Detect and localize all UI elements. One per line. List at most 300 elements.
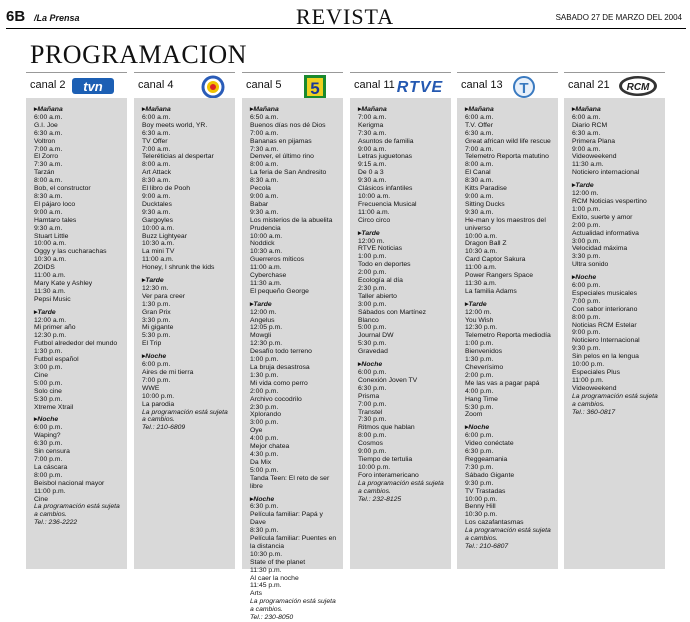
- program-title: Desafío todo terreno: [250, 348, 312, 356]
- channel-phone: Tel.: 230-8050: [250, 614, 294, 622]
- program-time: 10:30 a.m.: [250, 248, 283, 256]
- program-title: RCM Noticias vespertino: [572, 197, 647, 205]
- channel-column: [350, 72, 451, 569]
- program-title: Xplorando: [250, 411, 281, 419]
- program-title: Especiales musicales: [572, 289, 637, 297]
- program-time: 2:30 p.m.: [250, 403, 279, 411]
- time-block-heading: ▸ Mañana: [465, 106, 554, 114]
- program-title: Kerigma: [358, 121, 384, 129]
- channel-name: canal 21: [568, 79, 610, 91]
- svg-text:tvn: tvn: [83, 79, 103, 94]
- program-title: El Trip: [142, 340, 162, 348]
- program-title: State of the planet: [250, 558, 306, 566]
- program-time: 9:00 p.m.: [572, 329, 601, 337]
- program-title: Cheverísimo: [465, 364, 504, 371]
- program-title: Zoom: [465, 411, 483, 419]
- program-title: Mary Kate y Ashley: [34, 279, 93, 287]
- program-time: 4:00 p.m.: [250, 435, 279, 443]
- schedule-list: [134, 98, 235, 569]
- program-title: Bienvenidos: [465, 348, 503, 356]
- program-time: 9:00 a.m.: [34, 208, 63, 216]
- program-time: 7:00 a.m.: [142, 145, 171, 153]
- program-title: Card Captor Sakura: [465, 256, 526, 264]
- program-time: 7:30 a.m.: [250, 145, 279, 153]
- program-time: 9:30 a.m.: [34, 224, 63, 232]
- program-time: 11:00 a.m.: [250, 264, 282, 272]
- program-title: G.I. Joe: [34, 121, 58, 129]
- program-title: Buzz Lightyear: [142, 232, 187, 240]
- program-title: Solo cine: [34, 387, 62, 395]
- program-title: Bob, el constructor: [34, 185, 91, 193]
- program-time: 8:30 a.m.: [142, 177, 171, 185]
- program-title: T.V. Offer: [465, 121, 493, 129]
- program-title: Pecola: [250, 185, 271, 193]
- svg-text:RTVE: RTVE: [396, 79, 444, 96]
- schedule-note: La programación está sujeta a cambios.: [142, 408, 228, 424]
- time-block-heading: ▸ Noche: [572, 274, 661, 282]
- time-block-heading: ▸ Tarde: [465, 301, 554, 309]
- program-time: 1:00 p.m.: [358, 253, 387, 261]
- program-time: 9:00 a.m.: [358, 145, 387, 153]
- program-time: 5:00 p.m.: [34, 379, 63, 387]
- schedule-list: [26, 98, 127, 569]
- program-title: Beisbol nacional mayor: [34, 479, 105, 487]
- program-title: Angelus: [250, 316, 275, 324]
- program-title: Archivo cocodrilo: [250, 395, 302, 403]
- schedule-note: La programación está sujeta a cambios.: [34, 503, 120, 519]
- program-title: Denver, el último rino: [250, 153, 314, 161]
- program-title: Stuart Little: [34, 232, 69, 240]
- channel-column: [564, 72, 665, 569]
- program-title: Ver para creer: [142, 292, 186, 300]
- program-time: 9:00 a.m.: [142, 192, 171, 200]
- program-title: Exito, suerte y amor: [572, 213, 633, 221]
- program-time: 8:00 a.m.: [34, 177, 63, 185]
- program-title: Circo circo: [358, 216, 391, 224]
- program-time: 1:00 p.m.: [572, 205, 601, 213]
- program-time: 10:00 a.m.: [34, 240, 67, 248]
- program-time: 5:30 p.m.: [358, 340, 387, 348]
- program-time: 9:00 a.m.: [572, 145, 601, 153]
- program-title: ZOIDS: [34, 264, 55, 272]
- program-title: Telemetro Reporta mediodía: [465, 332, 551, 340]
- program-time: 5:30 p.m.: [465, 403, 494, 411]
- program-title: Cosmos: [358, 440, 383, 448]
- program-title: WWE: [142, 384, 160, 392]
- program-time: 8:30 a.m.: [465, 177, 494, 185]
- program-title: Pepsi Music: [34, 295, 71, 303]
- program-title: Sitting Ducks: [465, 200, 505, 208]
- program-time: 6:00 a.m.: [34, 113, 63, 121]
- program-title: Videoweekend: [572, 384, 617, 392]
- program-time: 6:30 p.m.: [358, 384, 387, 392]
- program-time: 11:30 a.m.: [250, 279, 282, 287]
- program-title: Honey, I shrunk the kids: [142, 264, 215, 272]
- channel-column: [134, 72, 235, 569]
- program-time: 2:00 p.m.: [358, 269, 387, 277]
- program-title: Conexión Joven TV: [358, 376, 418, 384]
- program-title: Sin pelos en la lengua: [572, 353, 639, 361]
- channel-phone: Tel.: 360-0817: [572, 408, 616, 416]
- program-time: 3:00 p.m.: [250, 419, 279, 427]
- program-title: Diario RCM: [572, 121, 608, 129]
- newspaper-name: /La Prensa: [34, 13, 80, 23]
- program-title: Tiempo de tertulia: [358, 455, 413, 463]
- program-time: 7:00 p.m.: [34, 455, 63, 463]
- program-title: Teleréticias al despertar: [142, 153, 214, 161]
- program-time: 5:00 p.m.: [358, 324, 387, 332]
- program-time: 8:00 a.m.: [142, 161, 171, 169]
- channel-header: [134, 72, 235, 99]
- program-title: Xtreme Xtrail: [34, 403, 74, 411]
- program-time: 12:00 m.: [465, 308, 492, 316]
- program-time: 9:30 a.m.: [358, 177, 387, 185]
- channel-phone: Tel.: 210-6807: [465, 542, 509, 550]
- program-time: 8:00 a.m.: [465, 161, 494, 169]
- program-time: 11:30 a.m.: [34, 287, 66, 295]
- program-title: Oye: [250, 427, 263, 435]
- program-time: 7:30 a.m.: [358, 129, 387, 137]
- program-time: 3:30 p.m.: [142, 316, 171, 324]
- program-time: 11:00 p.m.: [572, 376, 604, 384]
- program-title: La bruja desastrosa: [250, 364, 310, 371]
- program-time: 12:05 p.m.: [250, 324, 283, 332]
- program-time: 10:30 a.m.: [465, 248, 498, 256]
- program-title: Ultra sonido: [572, 261, 609, 269]
- program-time: 3:00 p.m.: [572, 237, 601, 245]
- program-title: Actualidad informativa: [572, 229, 639, 237]
- program-title: Letras juguetonas: [358, 153, 413, 161]
- svg-text:5: 5: [310, 79, 320, 98]
- program-title: El Canal: [465, 169, 491, 177]
- program-time: 5:00 p.m.: [250, 466, 279, 474]
- program-time: 11:30 a.m.: [572, 161, 604, 169]
- program-time: 9:30 p.m.: [572, 345, 601, 353]
- program-title: La familia Adams: [465, 287, 517, 295]
- program-title: Power Rangers Space: [465, 272, 534, 280]
- program-title: Benny Hill: [465, 503, 496, 511]
- program-time: 8:30 p.m.: [250, 527, 279, 535]
- program-time: 1:30 p.m.: [34, 348, 63, 356]
- program-time: 8:30 a.m.: [34, 192, 63, 200]
- program-time: 8:30 a.m.: [250, 177, 279, 185]
- program-title: Frecuencia Musical: [358, 200, 417, 208]
- program-time: 10:30 a.m.: [34, 256, 67, 264]
- program-title: Sábados con Martínez Blanco: [358, 308, 427, 324]
- program-time: 6:30 p.m.: [465, 448, 494, 456]
- schedule-list: [350, 98, 451, 569]
- program-title: You Wish: [465, 316, 494, 324]
- program-time: 6:50 a.m.: [250, 113, 279, 121]
- program-time: 6:00 p.m.: [465, 432, 494, 440]
- channel-column: [242, 72, 343, 622]
- program-time: 3:30 p.m.: [572, 253, 601, 261]
- program-title: Asuntos de familia: [358, 137, 414, 145]
- program-time: 9:15 a.m.: [358, 161, 387, 169]
- schedule-list: [564, 98, 665, 569]
- program-time: 6:30 a.m.: [142, 129, 171, 137]
- program-time: 10:30 p.m.: [465, 511, 498, 519]
- program-title: Primera Plana: [572, 137, 616, 145]
- program-time: 9:00 p.m.: [358, 448, 387, 456]
- program-title: TV Trastadas: [465, 487, 506, 495]
- program-time: 11:00 a.m.: [358, 208, 390, 216]
- program-time: 11:30 a.m.: [465, 279, 497, 287]
- program-title: Foro interamericano: [358, 471, 419, 479]
- program-time: 1:00 p.m.: [250, 356, 279, 364]
- program-title: Buenos días nos dé Dios: [250, 121, 326, 129]
- program-title: El Zorro: [34, 153, 59, 161]
- program-time: 12:00 m.: [250, 308, 277, 316]
- program-title: He-man y los maestros del universo: [465, 216, 546, 232]
- schedule-note: La programación está sujeta a cambios.: [358, 479, 444, 495]
- program-time: 10:30 a.m.: [142, 240, 175, 248]
- page-title: PROGRAMACION: [30, 40, 247, 69]
- program-time: 6:00 p.m.: [34, 424, 63, 432]
- program-title: RTVE Noticias: [358, 245, 403, 253]
- channel-header: [564, 72, 665, 99]
- program-time: 8:00 p.m.: [358, 432, 387, 440]
- time-block-heading: ▸ Mañana: [572, 106, 661, 114]
- program-time: 6:30 p.m.: [250, 503, 279, 511]
- program-time: 4:00 p.m.: [465, 387, 494, 395]
- program-title: La parodia: [142, 400, 175, 408]
- program-time: 6:30 a.m.: [34, 129, 63, 137]
- program-time: 9:30 a.m.: [465, 208, 494, 216]
- program-time: 10:00 a.m.: [358, 192, 391, 200]
- time-block-heading: ▸ Noche: [34, 416, 123, 424]
- program-time: 10:00 p.m.: [142, 392, 175, 400]
- program-title: Cyberchase: [250, 272, 287, 280]
- program-title: Cine: [34, 495, 48, 503]
- program-title: Arts: [250, 590, 263, 598]
- schedule-note: La programación está sujeta a cambios.: [572, 392, 658, 408]
- program-title: Prisma: [358, 392, 380, 400]
- program-time: 3:00 p.m.: [34, 364, 63, 371]
- program-time: 1:30 p.m.: [250, 371, 279, 379]
- program-time: 10:00 a.m.: [465, 232, 498, 240]
- program-time: 7:30 p.m.: [358, 416, 387, 424]
- schedule-note: La programación está sujeta a cambios.: [465, 527, 551, 543]
- program-time: 11:30 p.m.: [250, 566, 282, 574]
- program-time: 12:00 m.: [572, 190, 599, 198]
- program-title: Mejor chatea: [250, 443, 290, 451]
- program-title: Ecología al día: [358, 277, 403, 285]
- program-title: Noticiero Internacional: [572, 337, 640, 345]
- channel-name: canal 11: [354, 79, 395, 91]
- program-title: Noticias RCM Estelar: [572, 321, 637, 329]
- channel-header: [26, 72, 127, 99]
- time-block-heading: ▸ Mañana: [142, 106, 231, 114]
- time-block-heading: ▸ Tarde: [34, 309, 123, 317]
- program-title: Especiales Plus: [572, 369, 620, 376]
- program-time: 9:30 a.m.: [142, 208, 171, 216]
- program-time: 6:30 a.m.: [465, 129, 494, 137]
- program-title: TV Offer: [142, 137, 168, 145]
- program-time: 1:00 p.m.: [465, 340, 494, 348]
- time-block-heading: ▸ Tarde: [358, 230, 447, 238]
- program-time: 10:30 p.m.: [250, 550, 283, 558]
- program-title: Mi gigante: [142, 324, 174, 332]
- channel-column: [457, 72, 558, 569]
- program-title: Transtel: [358, 408, 383, 416]
- program-time: 1:30 p.m.: [465, 356, 494, 364]
- time-block-heading: ▸ Tarde: [250, 301, 339, 309]
- program-time: 10:00 p.m.: [572, 361, 605, 369]
- program-time: 7:00 p.m.: [142, 376, 171, 384]
- program-time: 10:00 a.m.: [142, 224, 175, 232]
- program-title: Guerreros míticos: [250, 256, 305, 264]
- issue-date: SABADO 27 DE MARZO DEL 2004: [555, 13, 682, 22]
- schedule-list: [242, 98, 343, 622]
- program-title: Dragon Ball Z: [465, 240, 507, 248]
- schedule-note: La programación está sujeta a cambios.: [250, 598, 336, 614]
- program-time: 8:00 p.m.: [34, 471, 63, 479]
- program-title: Mowgli: [250, 332, 272, 340]
- program-title: Ducktales: [142, 200, 172, 208]
- time-block-heading: ▸ Noche: [465, 424, 554, 432]
- program-title: Cine: [34, 371, 48, 379]
- program-time: 9:30 a.m.: [250, 208, 279, 216]
- program-time: 6:00 p.m.: [142, 361, 171, 369]
- program-time: 8:00 a.m.: [250, 161, 279, 169]
- program-time: 4:30 p.m.: [250, 450, 279, 458]
- time-block-heading: ▸ Mañana: [250, 106, 339, 114]
- program-time: 6:00 a.m.: [572, 113, 601, 121]
- time-block-heading: ▸ Noche: [142, 353, 231, 361]
- svg-text:T: T: [519, 80, 529, 97]
- program-title: Los cazafantasmas: [465, 519, 524, 527]
- section-title: REVISTA: [296, 4, 395, 29]
- program-title: Oggy y las cucharachas: [34, 248, 107, 256]
- program-title: Reggeamania: [465, 455, 508, 463]
- program-time: 12:30 p.m.: [250, 340, 283, 348]
- program-time: 10:00 p.m.: [465, 495, 498, 503]
- program-time: 9:30 p.m.: [465, 479, 494, 487]
- program-time: 11:45 p.m.: [250, 582, 282, 590]
- program-title: Sábado Gigante: [465, 471, 515, 479]
- program-title: Hamtaro tales: [34, 216, 77, 224]
- program-time: 9:00 a.m.: [250, 192, 279, 200]
- program-time: 7:00 a.m.: [358, 113, 387, 121]
- program-time: 9:00 a.m.: [465, 192, 494, 200]
- program-title: De 0 a 3: [358, 169, 384, 177]
- time-block-heading: ▸ Noche: [358, 361, 447, 369]
- program-time: 6:30 a.m.: [572, 129, 601, 137]
- program-title: Película familiar: Puentes en la distancia: [250, 535, 337, 550]
- program-time: 6:00 a.m.: [465, 113, 494, 121]
- program-time: 2:00 p.m.: [572, 221, 601, 229]
- program-title: Ritmos que hablan: [358, 424, 415, 432]
- program-title: El libro de Pooh: [142, 185, 190, 193]
- channel-name: canal 5: [246, 79, 282, 91]
- program-title: El pequeño George: [250, 287, 309, 295]
- time-block-heading: ▸ Mañana: [34, 106, 123, 114]
- program-title: Futbol español: [34, 356, 79, 364]
- svg-text:RCM: RCM: [626, 82, 650, 93]
- program-title: Video conéctate: [465, 440, 514, 448]
- program-time: 12:00 m.: [358, 237, 385, 245]
- program-title: Tarzán: [34, 169, 55, 177]
- program-title: La feria de San Andresito: [250, 169, 327, 177]
- program-title: Me las vas a pagar papá: [465, 379, 540, 387]
- program-title: La cáscara: [34, 463, 68, 471]
- program-title: Todo en deportes: [358, 261, 411, 269]
- channel-phone: Tel.: 232-8125: [358, 495, 402, 503]
- program-time: 12:00 a.m.: [34, 316, 67, 324]
- program-time: 3:00 p.m.: [358, 300, 387, 308]
- program-time: 5:30 p.m.: [34, 395, 63, 403]
- program-title: Velocidad máxima: [572, 245, 628, 253]
- program-title: Babar: [250, 200, 269, 208]
- program-title: Gargoyles: [142, 216, 173, 224]
- program-title: Videoweekend: [572, 153, 617, 161]
- program-title: Noticiero internacional: [572, 169, 640, 177]
- program-title: Da Mix: [250, 458, 272, 466]
- program-time: 7:00 a.m.: [465, 145, 494, 153]
- program-time: 7:30 a.m.: [34, 161, 63, 169]
- program-time: 6:00 p.m.: [358, 369, 387, 376]
- program-time: 6:00 a.m.: [142, 113, 171, 121]
- page-header: [6, 6, 686, 29]
- program-title: Journal DW: [358, 332, 394, 340]
- program-time: 12:30 p.m.: [465, 324, 498, 332]
- program-title: La mini TV: [142, 248, 175, 256]
- channel-name: canal 2: [30, 79, 66, 91]
- program-title: Sin censura: [34, 448, 70, 456]
- program-time: 12:30 m.: [142, 284, 169, 292]
- program-title: Los misterios de la abuelita Prudencia: [250, 216, 333, 232]
- program-title: Película familiar: Papá y Dave: [250, 511, 323, 527]
- time-block-heading: ▸ Tarde: [142, 277, 231, 285]
- program-title: Al caer la noche: [250, 574, 299, 582]
- program-time: 7:00 p.m.: [358, 400, 387, 408]
- channel-column: [26, 72, 127, 569]
- page-number: 6B: [6, 8, 26, 25]
- program-time: 7:00 a.m.: [34, 145, 63, 153]
- program-title: Taller abierto: [358, 292, 397, 300]
- program-time: 11:00 a.m.: [34, 272, 66, 280]
- time-block-heading: ▸ Mañana: [358, 106, 447, 114]
- channel-name: canal 4: [138, 79, 174, 91]
- program-title: Futbol alrededor del mundo: [34, 340, 118, 348]
- program-time: 7:00 a.m.: [250, 129, 279, 137]
- channel-header: [350, 72, 451, 99]
- program-title: Telemetro Reporta matutino: [465, 153, 549, 161]
- program-time: 5:30 p.m.: [142, 332, 171, 340]
- program-title: Voltron: [34, 137, 56, 145]
- program-time: 11:00 a.m.: [142, 256, 174, 264]
- program-time: 11:00 p.m.: [34, 487, 66, 495]
- program-time: 2:30 p.m.: [358, 284, 387, 292]
- program-time: 2:00 p.m.: [465, 371, 494, 379]
- time-block-heading: ▸ Tarde: [572, 182, 661, 190]
- schedule-list: [457, 98, 558, 569]
- channel-name: canal 13: [461, 79, 503, 91]
- program-title: Gran Prix: [142, 308, 171, 316]
- program-title: Kitts Paradise: [465, 185, 507, 193]
- program-time: 7:30 p.m.: [465, 463, 494, 471]
- program-time: 2:00 p.m.: [250, 387, 279, 395]
- program-title: Art Attack: [142, 169, 172, 177]
- time-block-heading: ▸ Noche: [250, 496, 339, 504]
- program-time: 6:00 p.m.: [572, 282, 601, 290]
- channel-phone: Tel.: 236-2222: [34, 519, 78, 527]
- program-title: Boy meets world, YR.: [142, 121, 208, 129]
- program-title: Mi vida como perro: [250, 379, 308, 387]
- program-title: Tanda Teen: El reto de ser libre: [250, 474, 330, 490]
- channel-phone: Tel.: 210-6809: [142, 424, 186, 432]
